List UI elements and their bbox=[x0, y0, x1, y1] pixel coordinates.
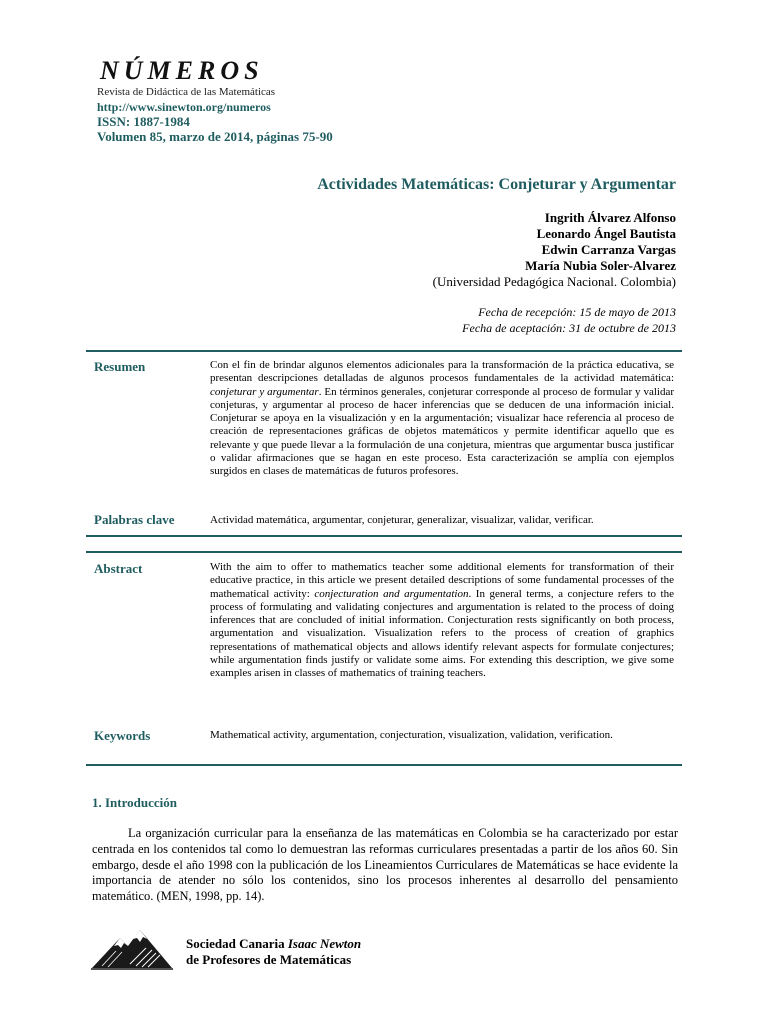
section-divider bbox=[86, 350, 682, 352]
journal-issn: ISSN: 1887-1984 bbox=[97, 114, 190, 129]
footer-society-line2: de Profesores de Matemáticas bbox=[186, 952, 352, 967]
resumen-text-italic: conjeturar y argumentar bbox=[210, 385, 319, 398]
section-divider bbox=[86, 551, 682, 553]
abstract-text-part2: . In general terms, a conjecture refers to the process of formulating and validating conjectures and argumentation is related to the process of doing inferences that are concluded of initial information. Conjecturation rests significantly on both process, argumentation and visualization. Visualization refers to the process of creation of graphics representations of mathematical objects and allows identify relevant aspects for formulate conjectures; while argumentation finds justify or validate some aims. For extending this description, we give some examples arisen in classes of mathematics of training teachers. bbox=[210, 587, 674, 680]
footer-society-italic: Isaac Newton bbox=[287, 936, 362, 951]
article-title: Actividades Matemáticas: Conjeturar y Argumentar bbox=[317, 176, 676, 193]
section-divider bbox=[86, 535, 682, 537]
author-name: Edwin Carranza Vargas bbox=[541, 242, 676, 257]
author-name: Ingrith Álvarez Alfonso bbox=[544, 210, 676, 225]
resumen-text-part2: . En términos generales, conjeturar corresponde al proceso de formular y validar conjeturas, y argumentar al proceso de hacer inferencias que se deducen de una información inicial. Conjeturar se apoya en la visualización y en la argumentación; visualizar hace referencia al proceso de creación de representaciones gráficas de objetos matemáticos y permite identificar aquello que es relevante y que puede llevar a la formulación de una conjetura, mientras que argumentar busca justificar o validar afirmaciones que se hagan en este proceso. Esta caracterización se amplía con ejemplos surgidos en clases de matemáticas de futuros profesores. bbox=[210, 385, 674, 478]
abstract-text-italic: conjecturation and argumentation bbox=[314, 587, 469, 600]
author-list bbox=[433, 210, 676, 290]
resumen-label: Resumen bbox=[94, 359, 146, 374]
section-heading-introduccion: 1. Introducción bbox=[92, 795, 177, 810]
abstract-text bbox=[210, 561, 674, 681]
palabras-clave-text: Actividad matemática, argumentar, conjeturar, generalizar, visualizar, validar, verificar. bbox=[210, 514, 594, 526]
article-dates bbox=[462, 304, 676, 336]
accepted-date: Fecha de aceptación: 31 de octubre de 2013 bbox=[462, 321, 676, 335]
author-name: María Nubia Soler-Alvarez bbox=[525, 258, 676, 273]
received-date: Fecha de recepción: 15 de mayo de 2013 bbox=[478, 305, 676, 319]
journal-title: NÚMEROS bbox=[100, 56, 264, 85]
mountain-logo-icon bbox=[90, 924, 174, 970]
footer-society bbox=[186, 936, 361, 968]
footer-society-line1 bbox=[186, 936, 361, 952]
abstract-label: Abstract bbox=[94, 561, 143, 576]
footer-society-plain: Sociedad Canaria bbox=[186, 936, 288, 951]
journal-subtitle: Revista de Didáctica de las Matemáticas bbox=[97, 86, 276, 98]
resumen-text-part1: Con el fin de brindar algunos elementos adicionales para la transformación de la práctica educativa, se presentan descripciones detalladas de algunos procesos fundamentales de la actividad matemática: bbox=[210, 359, 674, 385]
introduccion-paragraph: La organización curricular para la enseñanza de las matemáticas en Colombia se ha caracterizado por estar centrada en los contenidos tal como lo demuestran las reformas curriculares presentadas a partir de los años 60. Sin embargo, desde el año 1998 con la publicación de los Lineamientos Curriculares de Matemáticas se hace evidente la importancia de atender no sólo los contenidos, sino los procesos inherentes al desarrollo del pensamiento matemático. (MEN, 1998, pp. 14). bbox=[92, 826, 678, 904]
keywords-text: Mathematical activity, argumentation, conjecturation, visualization, validation, verification. bbox=[210, 729, 613, 741]
palabras-clave-label: Palabras clave bbox=[94, 512, 175, 527]
author-name: Leonardo Ángel Bautista bbox=[536, 226, 676, 241]
section-divider bbox=[86, 764, 682, 766]
resumen-text bbox=[210, 359, 674, 479]
keywords-label: Keywords bbox=[94, 728, 151, 743]
journal-url-link[interactable]: http://www.sinewton.org/numeros bbox=[97, 100, 271, 114]
journal-volume: Volumen 85, marzo de 2014, páginas 75-90 bbox=[97, 129, 333, 144]
author-affiliation: (Universidad Pedagógica Nacional. Colombia) bbox=[432, 274, 676, 289]
abstract-text-part1: With the aim to offer to mathematics teacher some additional elements for transformation of their educative practice, in this article we present detailed descriptions of some fundamental processes of the mathematical activity: bbox=[210, 561, 674, 600]
